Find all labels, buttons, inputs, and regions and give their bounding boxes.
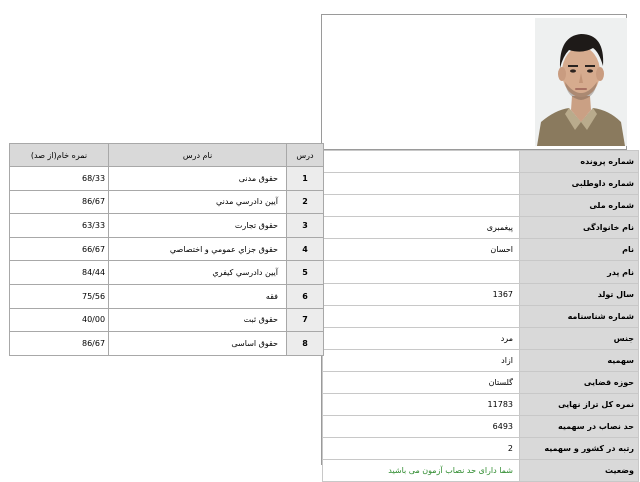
status-label: وضعیت [520, 460, 639, 482]
info-row [323, 305, 639, 327]
table-row [10, 167, 324, 191]
info-row [323, 239, 639, 261]
national-id-label: شماره ملی [520, 195, 639, 217]
raw-grade-cell: 84/44 [10, 261, 109, 285]
course-number-header: درس [287, 144, 324, 167]
grades-header-row [10, 144, 324, 167]
raw-grade-cell: 68/33 [10, 167, 109, 191]
course-number-cell: 2 [287, 190, 324, 214]
course-number-cell: 7 [287, 308, 324, 332]
table-row [10, 261, 324, 285]
father-name-value [323, 261, 520, 283]
course-name-cell: حقوق اساسی [109, 332, 287, 356]
course-name-cell: حقوق مدنی [109, 167, 287, 191]
info-row [323, 394, 639, 416]
raw-grade-cell: 40/00 [10, 308, 109, 332]
table-row [10, 214, 324, 238]
grades-table [9, 143, 324, 356]
table-row [10, 308, 324, 332]
table-row [10, 332, 324, 356]
birth-year-label: سال تولد [520, 283, 639, 305]
applicant-number-label: شماره داوطلبی [520, 173, 639, 195]
table-row [10, 284, 324, 308]
last-name-value: پیغمبری [323, 217, 520, 239]
first-name-value: احسان [323, 239, 520, 261]
judicial-district-value: گلستان [323, 371, 520, 393]
raw-grade-cell: 86/67 [10, 332, 109, 356]
final-score-label: نمره کل تراز نهایی [520, 394, 639, 416]
quota-minimum-label: حد نصاب در سهمیه [520, 416, 639, 438]
national-id-value [323, 195, 520, 217]
candidate-info-table [322, 150, 639, 482]
first-name-label: نام [520, 239, 639, 261]
info-row [323, 416, 639, 438]
course-name-cell: حقوق تجارت [109, 214, 287, 238]
quota-minimum-value: 6493 [323, 416, 520, 438]
course-name-cell: آيين دادرسي كيفري [109, 261, 287, 285]
applicant-number-value [323, 173, 520, 195]
course-number-cell: 3 [287, 214, 324, 238]
father-name-label: نام پدر [520, 261, 639, 283]
candidate-profile-panel [321, 14, 634, 476]
raw-grade-cell: 63/33 [10, 214, 109, 238]
id-card-number-value [323, 305, 520, 327]
rank-value: 2 [323, 438, 520, 460]
quota-label: سهمیه [520, 349, 639, 371]
info-row [323, 283, 639, 305]
course-number-cell: 5 [287, 261, 324, 285]
table-row [10, 237, 324, 261]
info-row [323, 195, 639, 217]
status-value: شما دارای حد نصاب آزمون می باشید [323, 460, 520, 482]
gender-value: مرد [323, 327, 520, 349]
course-name-cell: حقوق جزاي عمومي و اختصاصي [109, 237, 287, 261]
raw-grade-header: نمره خام(از صد) [10, 144, 109, 167]
course-name-cell: آيين دادرسي مدني [109, 190, 287, 214]
course-number-cell: 8 [287, 332, 324, 356]
raw-grade-cell: 75/56 [10, 284, 109, 308]
info-row [323, 173, 639, 195]
course-number-cell: 1 [287, 167, 324, 191]
photo-area [322, 15, 626, 150]
course-number-cell: 4 [287, 237, 324, 261]
info-row [323, 349, 639, 371]
case-number-label: شماره پرونده [520, 151, 639, 173]
info-row [323, 371, 639, 393]
info-row [323, 438, 639, 460]
id-card-number-label: شماره شناسنامه [520, 305, 639, 327]
course-number-cell: 6 [287, 284, 324, 308]
gender-label: جنس [520, 327, 639, 349]
portrait-image [535, 18, 627, 146]
info-row [323, 327, 639, 349]
course-name-cell: حقوق ثبت [109, 308, 287, 332]
birth-year-value: 1367 [323, 283, 520, 305]
case-number-value [323, 151, 520, 173]
last-name-label: نام خانوادگی [520, 217, 639, 239]
judicial-district-label: حوزه قضایی [520, 371, 639, 393]
info-row [323, 261, 639, 283]
info-row [323, 151, 639, 173]
table-row [10, 190, 324, 214]
quota-value: ازاد [323, 349, 520, 371]
final-score-value: 11783 [323, 394, 520, 416]
course-name-header: نام درس [109, 144, 287, 167]
raw-grade-cell: 86/67 [10, 190, 109, 214]
info-row [323, 217, 639, 239]
candidate-photo [535, 18, 627, 146]
info-row [323, 460, 639, 482]
rank-label: رتبه در کشور و سهمیه [520, 438, 639, 460]
course-name-cell: فقه [109, 284, 287, 308]
raw-grade-cell: 66/67 [10, 237, 109, 261]
